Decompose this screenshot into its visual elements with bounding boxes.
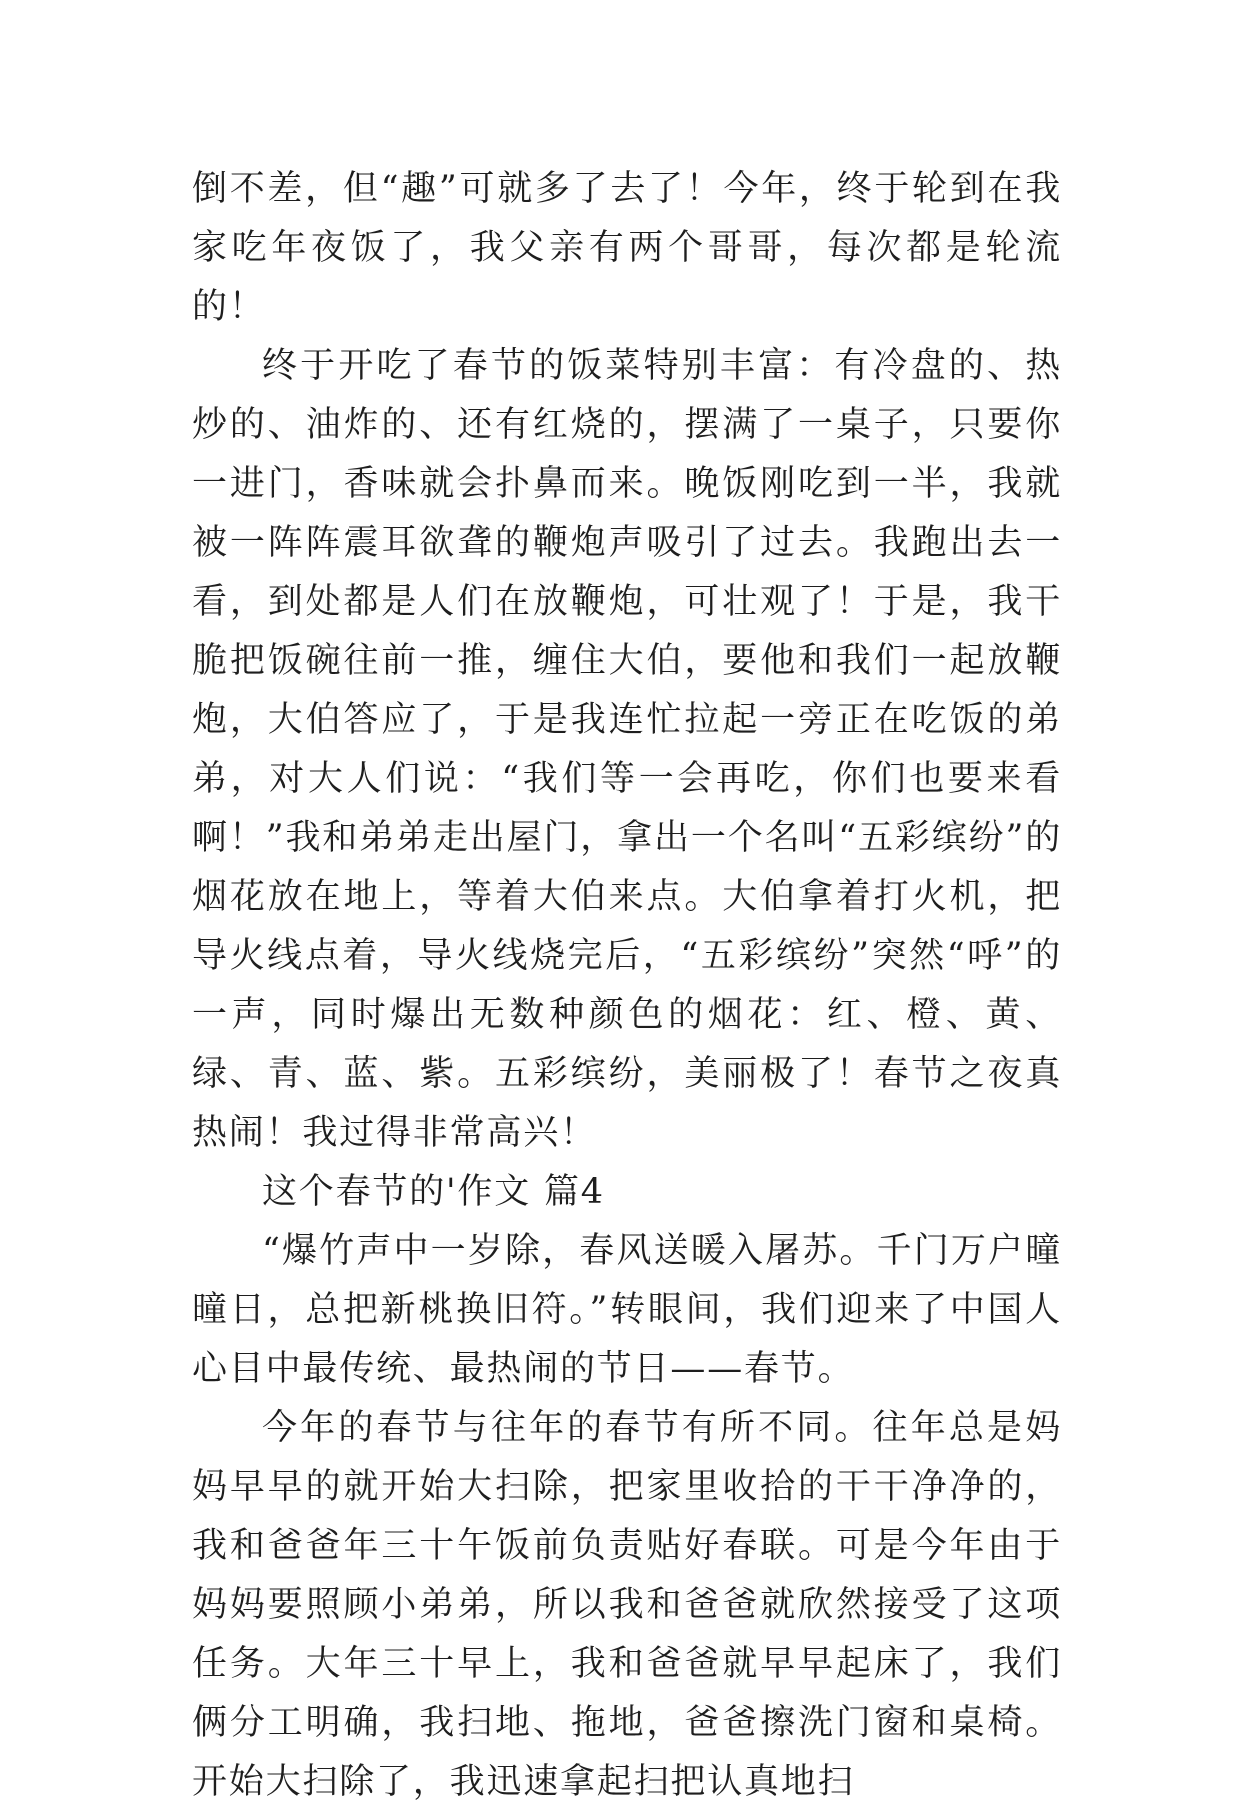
paragraph-4: 今年的春节与往年的春节有所不同。往年总是妈妈早早的就开始大扫除，把家里收拾的干干净净的，我和爸爸年三十午饭前负责贴好春联。可是今年由于妈妈要照顾小弟弟，所以我和爸爸就欣然接受了这项任务。大年三十早上，我和爸爸就早早起床了，我们俩分工明确，我扫地、拖地，爸爸擦洗门窗和桌椅。开始大扫除了，我迅速拿起扫把认真地扫	[192, 1408, 1062, 1802]
paragraph-2: 终于开吃了春节的饭菜特别丰富：有冷盘的、热炒的、油炸的、还有红烧的，摆满了一桌子，只要你一进门，香味就会扑鼻而来。晚饭刚吃到一半，我就被一阵阵震耳欲聋的鞭炮声吸引了过去。我跑出去一看，到处都是人们在放鞭炮，可壮观了！于是，我干脆把饭碗往前一推，缠住大伯，要他和我们一起放鞭炮，大伯答应了，于是我连忙拉起一旁正在吃饭的弟弟，对大人们说：“我们等一会再吃，你们也要来看啊！”我和弟弟走出屋门，拿出一个名叫“五彩缤纷”的烟花放在地上，等着大伯来点。大伯拿着打火机，把导火线点着，导火线烧完后，“五彩缤纷”突然“呼”的一声，同时爆出无数种颜色的烟花：红、橙、黄、绿、青、蓝、紫。五彩缤纷，美丽极了！春节之夜真热闹！我过得非常高兴！	[192, 346, 1062, 1153]
section-heading: 这个春节的'作文 篇4	[262, 1172, 605, 1212]
document-body	[192, 160, 1062, 1812]
paragraph-1: 倒不差，但“趣”可就多了去了！今年，终于轮到在我家吃年夜饭了，我父亲有两个哥哥，每次都是轮流的！	[192, 169, 1062, 327]
paragraph-3: “爆竹声中一岁除，春风送暖入屠苏。千门万户曈曈日，总把新桃换旧符。”转眼间，我们迎来了中国人心目中最传统、最热闹的节日——春节。	[192, 1231, 1062, 1389]
